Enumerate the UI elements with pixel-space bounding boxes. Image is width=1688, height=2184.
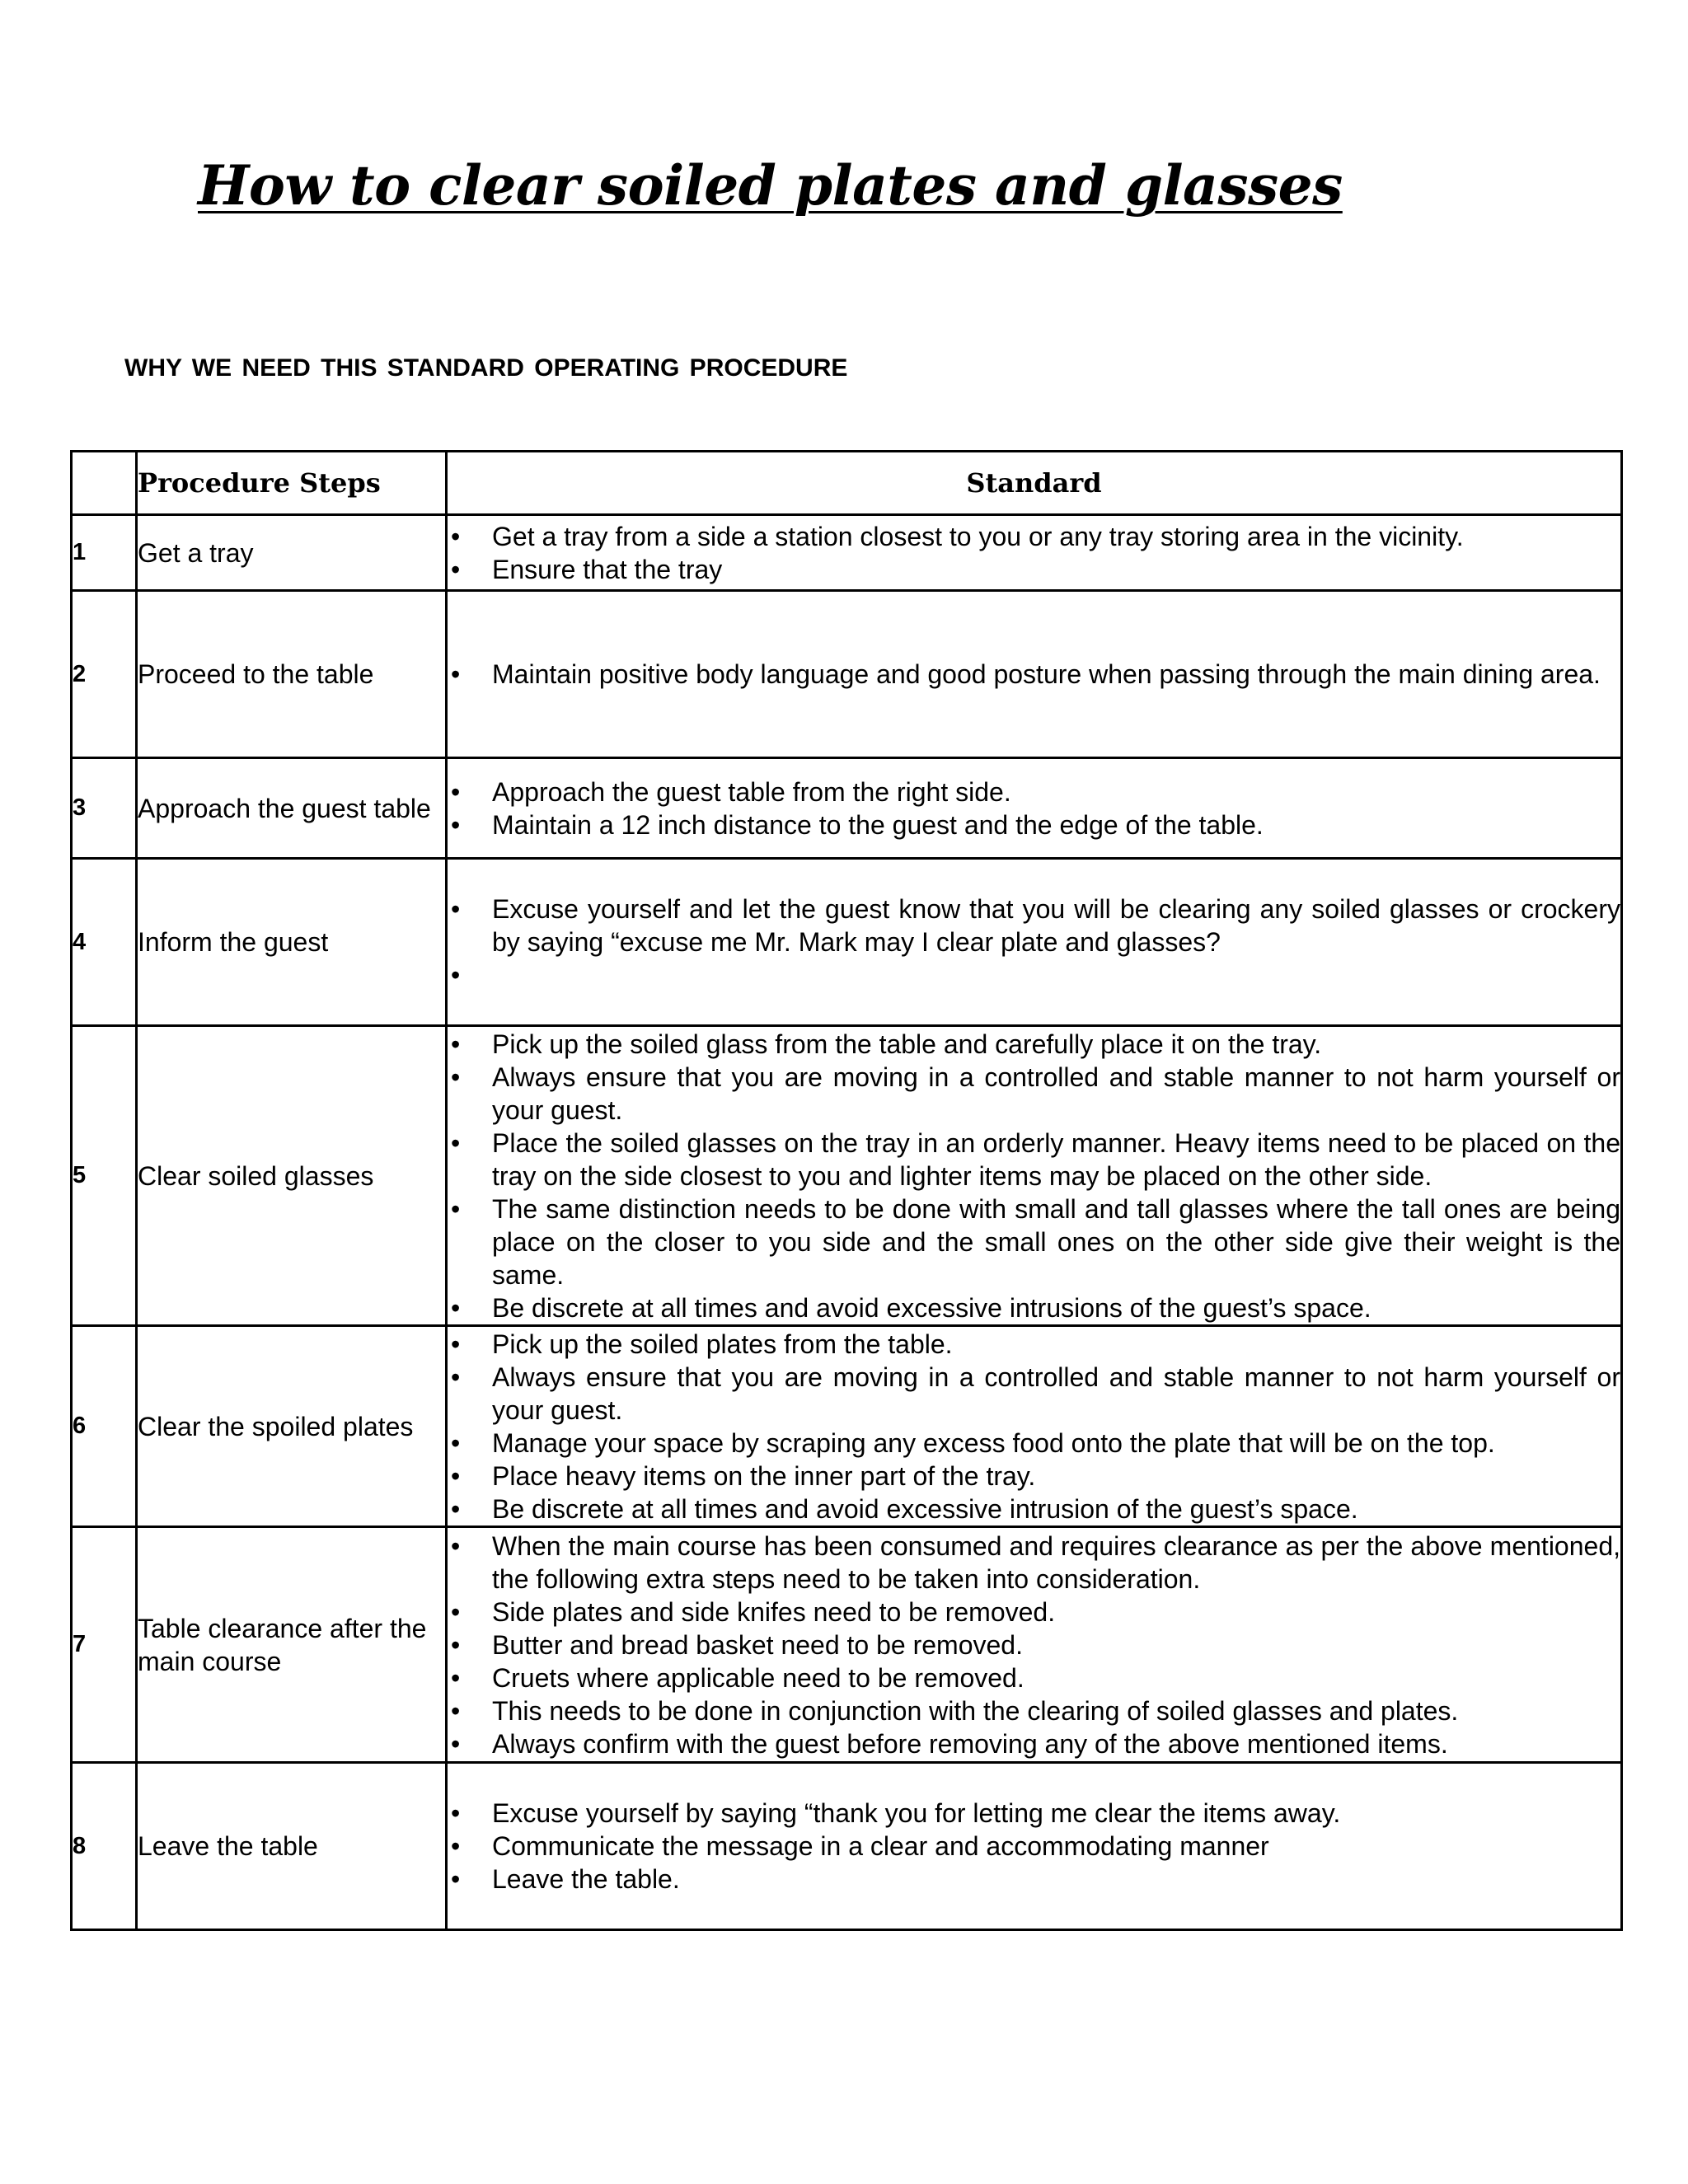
standard-item: • Place the soiled glasses on the tray in an orderly manner. Heavy items need to be placed on the tray on the side closest to you and lighter items may be placed on the other side. bbox=[448, 1127, 1620, 1193]
table-row bbox=[72, 1026, 1622, 1326]
table-row bbox=[72, 1763, 1622, 1930]
standard-item: • Excuse yourself and let the guest know that you will be clearing any soiled glasses or crockery by saying “excuse me Mr. Mark may I clear plate and glasses? bbox=[448, 893, 1620, 958]
table-row bbox=[72, 591, 1622, 758]
step-number: 6 bbox=[72, 1326, 137, 1527]
step-number: 8 bbox=[72, 1763, 137, 1930]
table-body bbox=[72, 515, 1622, 1930]
standard-item: • Approach the guest table from the right side. bbox=[448, 776, 1620, 808]
procedure-step: Clear soiled glasses bbox=[137, 1026, 447, 1326]
table-row bbox=[72, 859, 1622, 1026]
standard-list bbox=[448, 1328, 1620, 1526]
standard-item: • Always ensure that you are moving in a controlled and stable manner to not harm yourself or your guest. bbox=[448, 1061, 1620, 1127]
standard-item: • Excuse yourself by saying “thank you for letting me clear the items away. bbox=[448, 1797, 1620, 1830]
table-row bbox=[72, 758, 1622, 859]
standard-cell bbox=[447, 591, 1622, 758]
standard-list bbox=[448, 1028, 1620, 1324]
header-number bbox=[72, 452, 137, 515]
step-number: 2 bbox=[72, 591, 137, 758]
step-number: 7 bbox=[72, 1527, 137, 1763]
standard-cell bbox=[447, 1026, 1622, 1326]
standard-item: • Butter and bread basket need to be removed. bbox=[448, 1629, 1620, 1661]
step-number: 5 bbox=[72, 1026, 137, 1326]
standard-item: • Be discrete at all times and avoid excessive intrusion of the guest’s space. bbox=[448, 1493, 1620, 1526]
procedure-step: Table clearance after the main course bbox=[137, 1527, 447, 1763]
step-number: 4 bbox=[72, 859, 137, 1026]
standard-item: • Pick up the soiled plates from the table. bbox=[448, 1328, 1620, 1361]
standard-list bbox=[448, 1797, 1620, 1896]
standard-list bbox=[448, 776, 1620, 841]
procedure-step: Clear the spoiled plates bbox=[137, 1326, 447, 1527]
standard-item: • Pick up the soiled glass from the table and carefully place it on the tray. bbox=[448, 1028, 1620, 1061]
header-standard: Standard bbox=[447, 452, 1622, 515]
standard-list bbox=[448, 658, 1620, 691]
standard-cell bbox=[447, 1763, 1622, 1930]
procedure-step: Get a tray bbox=[137, 515, 447, 591]
standard-item: • The same distinction needs to be done with small and tall glasses where the tall ones are being place on the closer to you side and the small ones on the other side give their weight is the same. bbox=[448, 1193, 1620, 1291]
standard-item: • Leave the table. bbox=[448, 1863, 1620, 1896]
standard-item: • Place heavy items on the inner part of the tray. bbox=[448, 1460, 1620, 1493]
standard-cell bbox=[447, 859, 1622, 1026]
standard-item: • Always confirm with the guest before removing any of the above mentioned items. bbox=[448, 1727, 1620, 1760]
standard-list bbox=[448, 893, 1620, 991]
step-number: 1 bbox=[72, 515, 137, 591]
standard-item: • When the main course has been consumed and requires clearance as per the above mentioned, the following extra steps need to be taken into consideration. bbox=[448, 1530, 1620, 1596]
standard-item: • Manage your space by scraping any excess food onto the plate that will be on the top. bbox=[448, 1427, 1620, 1460]
procedure-table bbox=[70, 450, 1623, 1931]
header-procedure-steps: Procedure Steps bbox=[137, 452, 447, 515]
standard-item: • This needs to be done in conjunction with the clearing of soiled glasses and plates. bbox=[448, 1694, 1620, 1727]
section-subtitle: WHY WE NEED THIS STANDARD OPERATING PROCEDURE bbox=[124, 354, 848, 382]
standard-list bbox=[448, 1530, 1620, 1760]
standard-cell bbox=[447, 515, 1622, 591]
table-row bbox=[72, 515, 1622, 591]
table-row bbox=[72, 1326, 1622, 1527]
step-number: 3 bbox=[72, 758, 137, 859]
standard-item bbox=[448, 958, 1620, 991]
procedure-step: Approach the guest table bbox=[137, 758, 447, 859]
standard-item: • Get a tray from a side a station closest to you or any tray storing area in the vicinity. bbox=[448, 520, 1620, 553]
standard-item: • Ensure that the tray bbox=[448, 553, 1620, 586]
standard-cell bbox=[447, 1326, 1622, 1527]
standard-list bbox=[448, 520, 1620, 586]
standard-item: • Be discrete at all times and avoid excessive intrusions of the guest’s space. bbox=[448, 1291, 1620, 1324]
procedure-step: Proceed to the table bbox=[137, 591, 447, 758]
standard-cell bbox=[447, 758, 1622, 859]
page-title: How to clear soiled plates and glasses bbox=[198, 153, 1343, 218]
procedure-step: Inform the guest bbox=[137, 859, 447, 1026]
table-header-row bbox=[72, 452, 1622, 515]
procedure-step: Leave the table bbox=[137, 1763, 447, 1930]
standard-item: • Communicate the message in a clear and accommodating manner bbox=[448, 1830, 1620, 1863]
standard-item: • Side plates and side knifes need to be removed. bbox=[448, 1596, 1620, 1629]
standard-item: • Always ensure that you are moving in a controlled and stable manner to not harm yourself or your guest. bbox=[448, 1361, 1620, 1427]
standard-cell bbox=[447, 1527, 1622, 1763]
standard-item: • Cruets where applicable need to be removed. bbox=[448, 1661, 1620, 1694]
standard-item: • Maintain a 12 inch distance to the guest and the edge of the table. bbox=[448, 808, 1620, 841]
table-row bbox=[72, 1527, 1622, 1763]
standard-item: • Maintain positive body language and good posture when passing through the main dining area. bbox=[448, 658, 1620, 691]
